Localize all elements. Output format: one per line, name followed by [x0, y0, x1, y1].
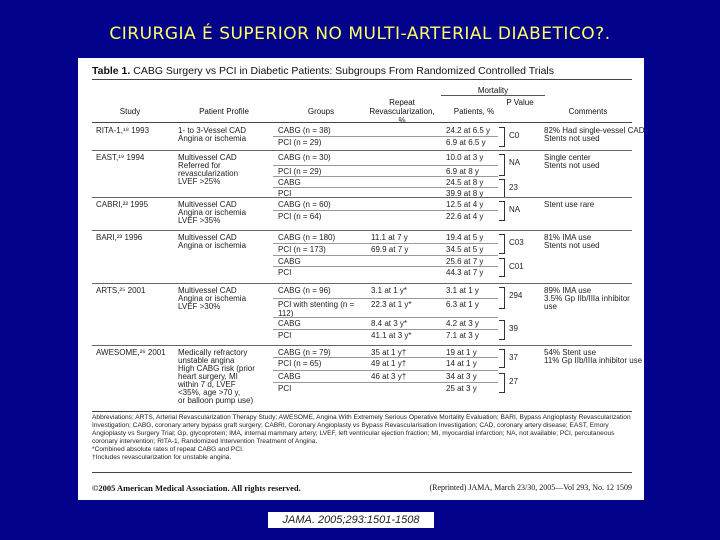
header-comments: Comments — [568, 107, 608, 116]
repeat-revascularization-cell: 8.4 at 3 y* — [371, 319, 408, 328]
p-value-bracket — [499, 179, 505, 198]
repeat-revascularization-cell: 22.3 at 1 y* — [371, 300, 412, 309]
patients-mortality-cell: 10.0 at 3 y — [446, 153, 484, 162]
footnote-combined-rates: *Combined absolute rates of repeat CABG and PCI. — [92, 446, 244, 453]
p-value-bracket — [499, 234, 505, 254]
row-rule — [273, 243, 498, 244]
group-cell: CABG — [278, 319, 301, 328]
repeat-revascularization-cell: 46 at 3 y† — [371, 372, 407, 381]
row-group-rule — [92, 230, 632, 231]
comment-line: Stents not used — [544, 161, 600, 170]
patient-profile-line: Angina or ischemia — [178, 208, 247, 217]
header-patients: Patients, % — [453, 107, 495, 116]
group-cell: PCI (n = 173) — [278, 245, 326, 254]
p-value-bracket — [499, 258, 505, 277]
group-cell: CABG (n = 38) — [278, 126, 331, 135]
footer-rule — [92, 472, 632, 473]
group-cell: PCI — [278, 268, 292, 277]
group-cell: CABG (n = 30) — [278, 153, 331, 162]
repeat-revascularization-cell: 69.9 at 7 y — [371, 245, 409, 254]
row-rule — [273, 187, 498, 188]
patients-mortality-cell: 24.5 at 8 y — [446, 178, 484, 187]
row-rule — [273, 136, 498, 137]
patient-profile-line: LVEF >35% — [178, 216, 221, 225]
patient-profile-line: LVEF >25% — [178, 177, 221, 186]
p-value-cell: 294 — [509, 291, 523, 300]
patients-mortality-cell: 25.6 at 7 y — [446, 257, 484, 266]
p-value-bracket — [499, 373, 505, 393]
group-cell: CABG (n = 79) — [278, 348, 331, 357]
p-value-bracket — [499, 201, 505, 221]
repeat-revascularization-cell: 49 at 1 y† — [371, 359, 407, 368]
p-value-bracket — [499, 154, 505, 176]
patients-mortality-cell: 14 at 1 y — [446, 359, 477, 368]
journal-table-image — [78, 58, 644, 500]
group-cell: PCI — [278, 331, 292, 340]
row-rule — [273, 176, 498, 177]
p-value-cell: NA — [509, 158, 521, 167]
group-cell: CABG — [278, 257, 301, 266]
comment-line: 11% Gp IIb/IIIa inhibitor use — [544, 356, 643, 365]
reprint-citation: (Reprinted) JAMA, March 23/30, 2005—Vol 293, No. 12 1509 — [429, 483, 632, 492]
p-value-cell: NA — [509, 205, 521, 214]
p-value-cell: C01 — [509, 262, 524, 271]
repeat-revascularization-cell: 3.1 at 1 y* — [371, 286, 408, 295]
group-cell: PCI — [278, 189, 292, 198]
patient-profile-line: High CABG risk (prior — [178, 364, 255, 373]
comment-line: Single center — [544, 153, 591, 162]
header-groups: Groups — [307, 107, 335, 116]
patient-profile-line: revascularization — [178, 169, 239, 178]
comment-line: use — [544, 302, 557, 311]
patients-mortality-cell: 22.6 at 4 y — [446, 212, 484, 221]
header-study: Study — [119, 107, 141, 116]
comment-line: Stents not used — [544, 134, 600, 143]
patient-profile-line: 1- to 3-Vessel CAD — [178, 126, 247, 135]
journal-citation: JAMA. 2005;293:1501-1508 — [268, 512, 434, 528]
slide-title: CIRURGIA É SUPERIOR NO MULTI-ARTERIAL DIABETICO?. — [109, 24, 611, 44]
row-rule — [273, 255, 498, 256]
row-group-rule — [92, 150, 632, 151]
group-cell: CABG (n = 180) — [278, 233, 336, 242]
patients-mortality-cell: 25 at 3 y — [446, 384, 477, 393]
comment-line: Stent use rare — [544, 200, 595, 209]
p-value-bracket — [499, 287, 505, 309]
p-value-cell: 39 — [509, 324, 518, 333]
patients-mortality-cell: 24.2 at 6.5 y — [446, 126, 491, 135]
study-name: BARI,²³ 1996 — [96, 233, 143, 242]
row-rule — [273, 370, 498, 371]
comment-line: 54% Stent use — [544, 348, 597, 357]
comment-line: 82% Had single-vessel CAD — [544, 126, 645, 135]
group-cell: CABG — [278, 178, 301, 187]
header-rule — [92, 122, 632, 123]
copyright-notice: ©2005 American Medical Association. All rights reserved. — [92, 483, 301, 493]
patients-mortality-cell: 12.5 at 4 y — [446, 200, 484, 209]
patients-mortality-cell: 34.5 at 5 y — [446, 245, 484, 254]
table-caption-label: Table 1. — [92, 65, 131, 77]
group-cell: PCI (n = 29) — [278, 138, 322, 147]
p-value-cell: 23 — [509, 183, 518, 192]
patients-mortality-cell: 7.1 at 3 y — [446, 331, 479, 340]
row-rule — [273, 266, 498, 267]
patient-profile-line: or balloon pump use) — [178, 396, 254, 405]
patients-mortality-cell: 39.9 at 8 y — [446, 189, 484, 198]
repeat-revascularization-cell: 11.1 at 7 y — [371, 233, 408, 242]
row-group-rule — [92, 197, 632, 198]
table-caption-text: CABG Surgery vs PCI in Diabetic Patients: Subgroups From Randomized Controlled Trials — [130, 65, 555, 77]
patient-profile-line: Multivessel CAD — [178, 286, 237, 295]
patient-profile-line: LVEF >30% — [178, 302, 221, 311]
patient-profile-line: Medically refractory — [178, 348, 248, 357]
p-value-cell: C03 — [509, 238, 524, 247]
patient-profile-line: Multivessel CAD — [178, 200, 237, 209]
study-name: CABRI,²² 1995 — [96, 200, 149, 209]
study-name: ARTS,²⁵ 2001 — [96, 286, 146, 295]
p-value-bracket — [499, 127, 505, 147]
p-value-cell: C0 — [509, 131, 520, 140]
group-cell: CABG (n = 96) — [278, 286, 331, 295]
patients-mortality-cell: 6.3 at 1 y — [446, 300, 479, 309]
p-value-bracket — [499, 320, 505, 340]
study-name: EAST,¹⁹ 1994 — [96, 153, 145, 162]
group-cell: PCI (n = 29) — [278, 167, 322, 176]
patients-mortality-cell: 4.2 at 3 y — [446, 319, 479, 328]
group-cell: PCI with stenting (n = 112) — [278, 300, 355, 318]
row-rule — [273, 329, 498, 330]
row-rule — [273, 165, 498, 166]
patients-mortality-cell: 3.1 at 1 y — [446, 286, 479, 295]
group-cell: PCI (n = 64) — [278, 212, 322, 221]
patient-profile-line: Angina or ischemia — [178, 134, 247, 143]
mortality-header: Mortality — [441, 86, 545, 96]
patient-profile-line: heart surgery, MI — [178, 372, 238, 381]
row-rule — [273, 317, 498, 318]
repeat-revascularization-cell: 35 at 1 y† — [371, 348, 407, 357]
patient-profile-line: Angina or ischemia — [178, 294, 247, 303]
header-p-value: P Value — [506, 98, 534, 107]
patient-profile-line: <35%, age >70 y, — [178, 388, 241, 397]
patient-profile-line: Multivessel CAD — [178, 153, 237, 162]
header-repeat-revascularization: Repeat Revascularization, % — [369, 98, 435, 125]
patient-profile-line: Angina or ischemia — [178, 241, 247, 250]
row-rule — [273, 210, 498, 211]
abbreviations-text: Abbreviations: ARTS, Arterial Revascularization Therapy Study; AWESOME, Angina With Extremely Serious Operative Mortality Evaluation; BARI, Bypass Angioplasty Revascularization Investigation; CABG, coronary artery bypass graft surgery; CABRI, Coronary Angioplasty vs Bypass Revascularisation Investigation; CAD, coronary artery disease; EAST, Emory Angioplasty vs Surgery Trial; Gp, glycoprotein; IMA, internal mammary artery; LVEF, left ventricular ejection fraction; MI, myocardial infarction; NA, not available; PCI, percutaneous coronary intervention; RITA-1, Randomized Intervention Treatment of Angina. — [92, 414, 631, 445]
study-name: RITA-1,¹⁸ 1993 — [96, 126, 150, 135]
p-value-bracket — [499, 349, 505, 368]
row-rule — [273, 382, 498, 383]
study-name: AWESOME,²⁶ 2001 — [96, 348, 166, 357]
patients-mortality-cell: 19 at 1 y — [446, 348, 477, 357]
patients-mortality-cell: 6.9 at 6.5 y — [446, 138, 486, 147]
patient-profile-line: Multivessel CAD — [178, 233, 237, 242]
patient-profile-line: unstable angina — [178, 356, 235, 365]
abbreviations-note — [92, 411, 632, 462]
patients-mortality-cell: 44.3 at 7 y — [446, 268, 484, 277]
comment-line: 89% IMA use — [544, 286, 592, 295]
row-rule — [273, 298, 498, 299]
comment-line: 81% IMA use — [544, 233, 592, 242]
group-cell: CABG — [278, 372, 301, 381]
patients-mortality-cell: 34 at 3 y — [446, 372, 477, 381]
repeat-revascularization-cell: 41.1 at 3 y* — [371, 331, 412, 340]
row-group-rule — [92, 283, 632, 284]
patients-mortality-cell: 6.9 at 8 y — [446, 167, 479, 176]
group-cell: PCI — [278, 384, 292, 393]
comment-line: Stents not used — [544, 241, 600, 250]
table-caption — [92, 65, 632, 80]
row-group-rule — [92, 345, 632, 346]
patients-mortality-cell: 19.4 at 5 y — [446, 233, 484, 242]
p-value-cell: 27 — [509, 377, 518, 386]
group-cell: CABG (n = 60) — [278, 200, 331, 209]
patient-profile-line: Referred for — [178, 161, 221, 170]
header-profile: Patient Profile — [199, 107, 249, 116]
patient-profile-line: within 7 d, LVEF — [178, 380, 236, 389]
row-rule — [273, 357, 498, 358]
group-cell: PCI (n = 65) — [278, 359, 322, 368]
footnote-unstable-angina: †Includes revascularization for unstable angina. — [92, 454, 232, 461]
p-value-cell: 37 — [509, 353, 518, 362]
comment-line: 3.5% Gp IIb/IIIa inhibitor — [544, 294, 630, 303]
